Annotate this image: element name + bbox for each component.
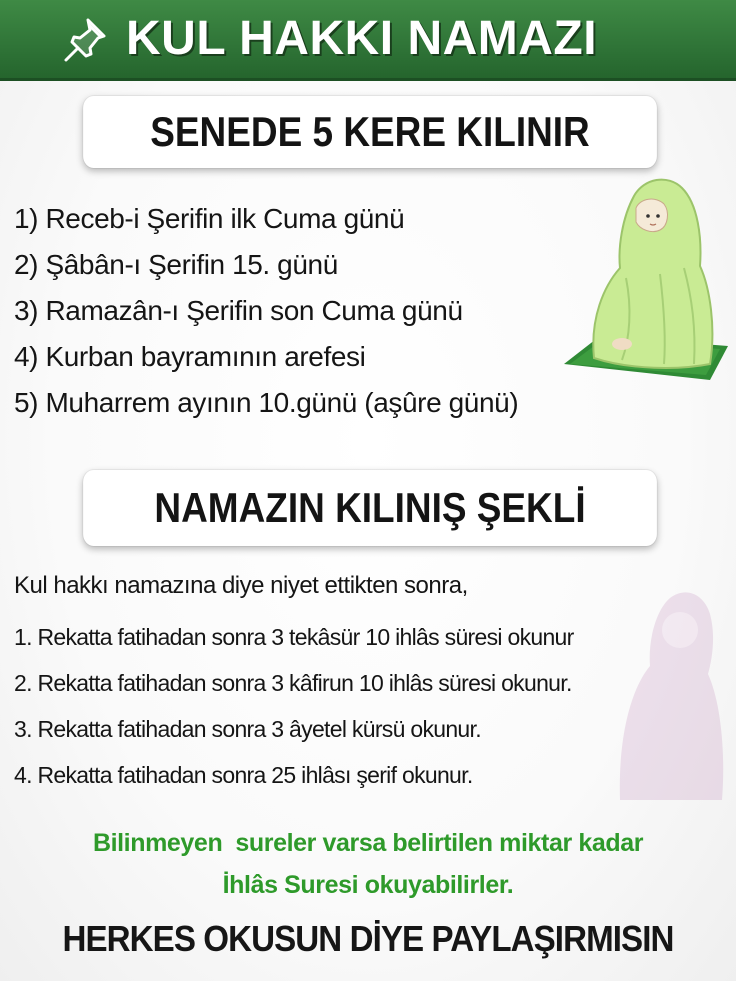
list-item: 3. Rekatta fatihadan sonra 3 âyetel kürsü okunur. — [14, 716, 481, 742]
note-line-2: İhlâs Suresi okuyabilirler. — [222, 871, 514, 899]
list-item: 4) Kurban bayramının arefesi — [14, 341, 366, 372]
praying-woman-icon — [560, 168, 730, 390]
rekat-steps-list — [14, 614, 734, 798]
method-intro: Kul hakkı namazına diye niyet ettikten sonra, — [14, 572, 468, 599]
list-item: 4. Rekatta fatihadan sonra 25 ihlâsı şerif okunur. — [14, 762, 473, 788]
share-call-to-action: HERKES OKUSUN DİYE PAYLAŞIRMISIN — [62, 918, 674, 959]
list-item: 5) Muharrem ayının 10.günü (aşûre günü) — [14, 387, 519, 418]
days-list — [14, 196, 654, 426]
header-banner — [0, 0, 736, 81]
section-heading-method: NAMAZIN KILINIŞ ŞEKLİ — [83, 470, 657, 546]
pushpin-icon — [60, 14, 112, 66]
section-heading-schedule: SENEDE 5 KERE KILINIR — [83, 96, 657, 168]
list-item: 2. Rekatta fatihadan sonra 3 kâfirun 10 ihlâs süresi okunur. — [14, 670, 572, 696]
list-item: 1. Rekatta fatihadan sonra 3 tekâsür 10 ihlâs süresi okunur — [14, 624, 574, 650]
note-line-1: Bilinmeyen sureler varsa belirtilen miktar kadar — [92, 829, 644, 857]
list-item: 1) Receb-i Şerifin ilk Cuma günü — [14, 203, 405, 234]
list-item: 3) Ramazân-ı Şerifin son Cuma günü — [14, 295, 463, 326]
list-item: 2) Şâbân-ı Şerifin 15. günü — [14, 249, 338, 280]
green-note — [20, 822, 716, 906]
banner-title: KUL HAKKI NAMAZI — [126, 12, 598, 65]
